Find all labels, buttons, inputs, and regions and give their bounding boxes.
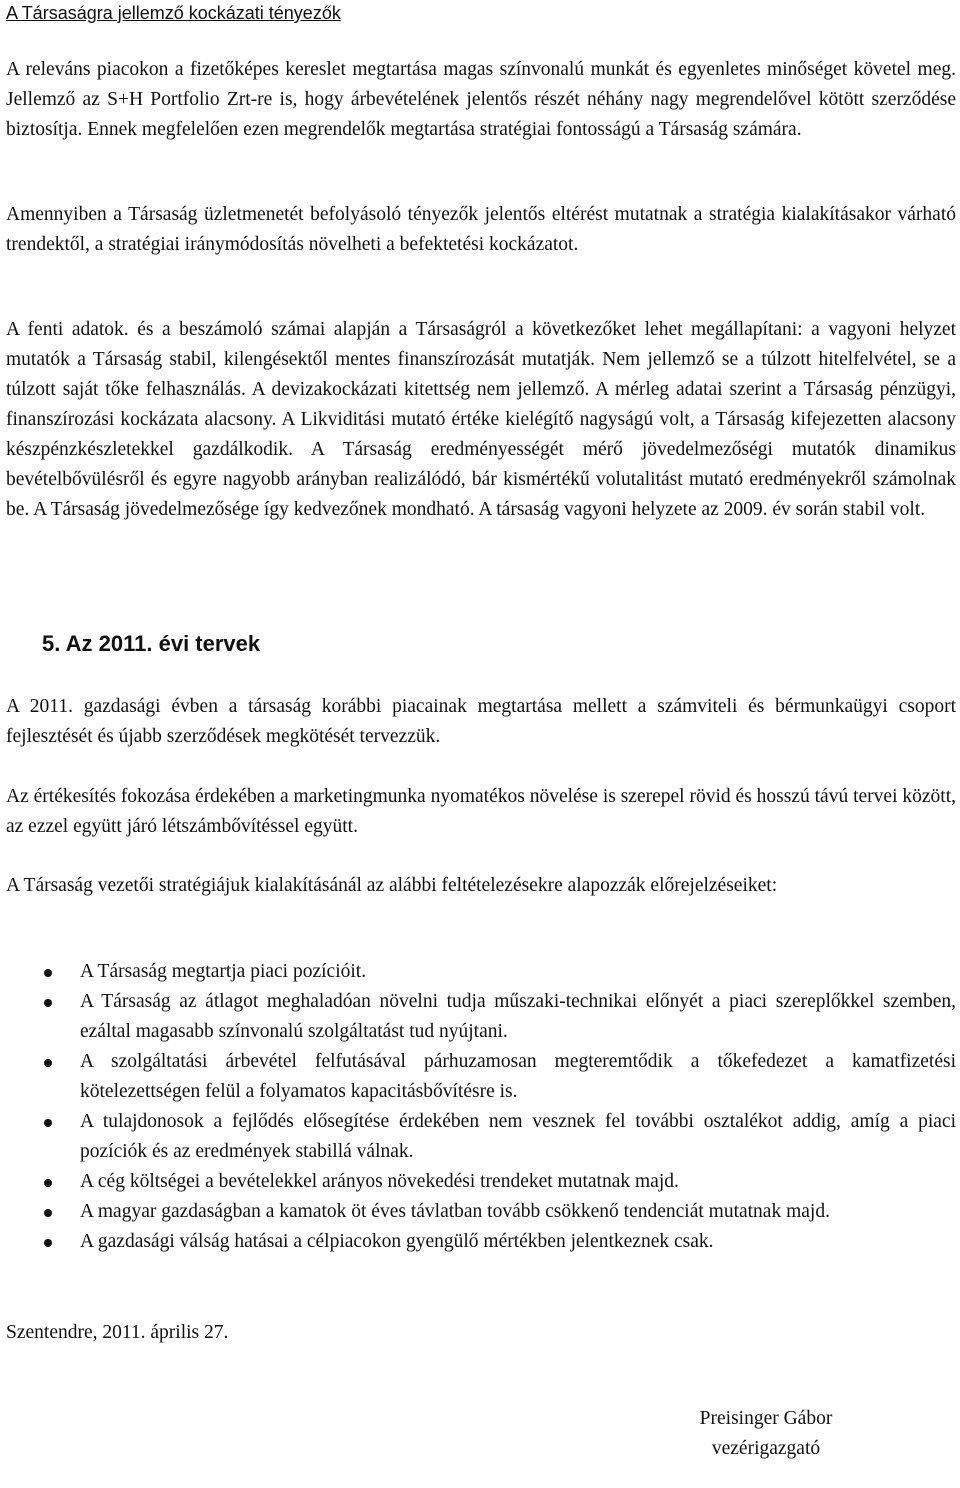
place-and-date: Szentendre, 2011. április 27. <box>6 1322 229 1343</box>
bullet-icon <box>44 969 52 977</box>
list-item: A magyar gazdaságban a kamatok öt éves távlatban tovább csökkenő tendenciát mutatnak majd. <box>6 1197 956 1227</box>
list-item: A cég költségei a bevételekkel arányos növekedési trendeket mutatnak majd. <box>6 1167 956 1197</box>
bullet-icon <box>44 999 52 1007</box>
paragraph-financial-assessment: A fenti adatok. és a beszámoló számai alapján a Társaságról a következőket lehet megállapítani: a vagyoni helyzet mutatók a Társaság stabil, kilengésektől mentes finanszírozását mutatják. Nem jellemző se a túlzott hitelfelvétel, se a túlzott saját tőke felhasználás. A devizakockázati kitettség nem jellemző. A mérleg adatai szerint a Társaság pénzügyi, finanszírozási kockázata alacsony. A Likviditási mutató értéke kielégítő nagyságú volt, a Társaság kifejezetten alacsony készpénzkészletekkel gazdálkodik. A Társaság eredményességét mérő jövedelmezőségi mutatók dinamikus bevételbővülésről és egyre nagyobb arányban realizálódó, bár kismértékű volutalitást mutató eredményekről számolnak be. A Társaság jövedelmezősége így kedvezőnek mondható. A társaság vagyoni helyzete az 2009. év során stabil volt. <box>6 319 956 520</box>
paragraph-strategy-risk: Amennyiben a Társaság üzletmenetét befolyásoló tényezők jelentős eltérést mutatnak a stratégia kialakításakor várható trendektől, a stratégiai iránymódosítás növelheti a befektetési kockázatot. <box>6 204 956 255</box>
bullet-icon <box>44 1239 52 1247</box>
section-heading-risk-factors: A Társaságra jellemző kockázati tényezők <box>6 3 341 23</box>
list-item: A tulajdonosok a fejlődés elősegítése érdekében nem vesznek fel további osztalékot addig, amíg a piaci pozíciók és az eredmények stabillá válnak. <box>6 1107 956 1167</box>
assumptions-list <box>6 957 956 1257</box>
paragraph-assumptions-intro: A Társaság vezetői stratégiájuk kialakításánál az alábbi feltételezésekre alapozzák előrejelzéseiket: <box>6 875 778 896</box>
paragraph-market-demand: A releváns piacokon a fizetőképes kereslet megtartása magas színvonalú munkát és egyenletes minőséget követel meg. Jellemző az S+H Portfolio Zrt-re is, hogy árbevételének jelentős részét néhány nagy megrendelővel kötött szerződése biztosítja. Ennek megfelelően ezen megrendelők megtartása stratégiai fontosságú a Társaság számára. <box>6 59 956 140</box>
signatory-name: Preisinger Gábor <box>699 1408 833 1429</box>
bullet-icon <box>44 1059 52 1067</box>
signatory-title: vezérigazgató <box>711 1438 821 1459</box>
paragraph-marketing: Az értékesítés fokozása érdekében a marketingmunka nyomatékos növelése is szerepel rövid és hosszú távú tervei között, az ezzel együtt járó létszámbővítéssel együtt. <box>6 786 956 837</box>
paragraph-plans-2011: A 2011. gazdasági évben a társaság korábbi piacainak megtartása mellett a számviteli és bérmunkaügyi csoport fejlesztését és újabb szerződések megkötését tervezzük. <box>6 696 956 747</box>
list-item: A Társaság megtartja piaci pozícióit. <box>6 957 956 987</box>
section-heading-plans: 5. Az 2011. évi tervek <box>42 631 261 656</box>
bullet-icon <box>44 1209 52 1217</box>
list-item: A gazdasági válság hatásai a célpiacokon gyengülő mértékben jelentkeznek csak. <box>6 1227 956 1257</box>
list-item: A szolgáltatási árbevétel felfutásával párhuzamosan megteremtődik a tőkefedezet a kamatfizetési kötelezettségen felül a folyamatos kapacitásbővítésre is. <box>6 1047 956 1107</box>
bullet-icon <box>44 1179 52 1187</box>
list-item: A Társaság az átlagot meghaladóan növelni tudja műszaki-technikai előnyét a piaci szereplőkkel szemben, ezáltal magasabb színvonalú szolgáltatást tud nyújtani. <box>6 987 956 1047</box>
bullet-icon <box>44 1119 52 1127</box>
signature-block <box>666 1404 866 1464</box>
